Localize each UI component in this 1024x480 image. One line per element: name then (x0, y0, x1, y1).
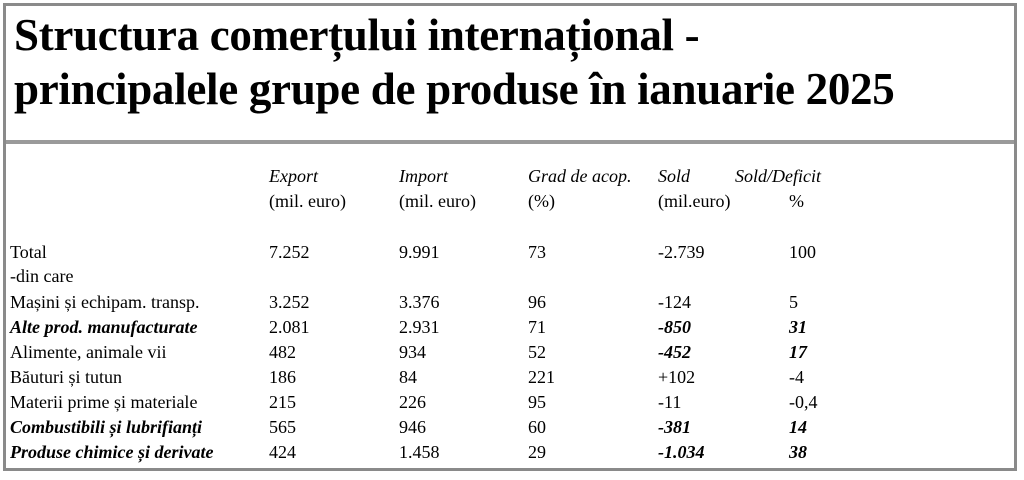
header-grad: Grad de acop. (528, 166, 632, 186)
cell-export: 186 (269, 367, 296, 387)
cell-export: 565 (269, 417, 296, 437)
header-export: Export (269, 166, 318, 186)
table-row (6, 390, 1006, 415)
cell-pct: 14 (789, 417, 807, 437)
row-label-din-care: -din care (10, 266, 74, 286)
table-row-total (6, 240, 1006, 265)
cell-sold: -11 (658, 392, 682, 412)
row-label: Mașini și echipam. transp. (10, 292, 200, 312)
cell-grad: 60 (528, 417, 546, 437)
cell-import: 226 (399, 392, 426, 412)
page-title (14, 8, 1014, 116)
table-row (6, 290, 1006, 315)
cell-pct: 31 (789, 317, 807, 337)
cell-pct: -4 (789, 367, 804, 387)
cell-grad: 29 (528, 442, 546, 462)
cell-import: 9.991 (399, 242, 440, 262)
cell-grad: 71 (528, 317, 546, 337)
unit-sold: (mil.euro) (658, 191, 731, 211)
cell-pct: 17 (789, 342, 807, 362)
cell-export: 3.252 (269, 292, 310, 312)
cell-pct: 100 (789, 242, 816, 262)
cell-grad: 221 (528, 367, 555, 387)
cell-sold: -2.739 (658, 242, 705, 262)
table-row (6, 415, 1006, 440)
cell-grad: 52 (528, 342, 546, 362)
document-frame (3, 3, 1017, 471)
cell-export: 7.252 (269, 242, 310, 262)
cell-import: 946 (399, 417, 426, 437)
table-row (6, 340, 1006, 365)
cell-import: 1.458 (399, 442, 440, 462)
cell-pct: -0,4 (789, 392, 818, 412)
cell-pct: 5 (789, 292, 798, 312)
header-sold: Sold (658, 166, 691, 186)
row-label: Materii prime și materiale (10, 392, 198, 412)
cell-export: 2.081 (269, 317, 310, 337)
cell-export: 424 (269, 442, 296, 462)
cell-grad: 95 (528, 392, 546, 412)
cell-grad: 96 (528, 292, 546, 312)
row-label: Alte prod. manufacturate (10, 317, 198, 337)
row-label: Alimente, animale vii (10, 342, 167, 362)
row-label: Total (10, 242, 47, 262)
table-row (6, 365, 1006, 390)
cell-sold: -381 (658, 417, 691, 437)
row-label: Produse chimice și derivate (10, 442, 214, 462)
cell-export: 215 (269, 392, 296, 412)
header-import: Import (399, 166, 448, 186)
cell-sold: -452 (658, 342, 691, 362)
cell-export: 482 (269, 342, 296, 362)
cell-sold: -850 (658, 317, 691, 337)
unit-pct: % (789, 191, 804, 211)
unit-grad: (%) (528, 191, 555, 211)
unit-export: (mil. euro) (269, 191, 346, 211)
cell-import: 934 (399, 342, 426, 362)
cell-import: 84 (399, 367, 417, 387)
table-row (6, 315, 1006, 340)
row-label: Băuturi și tutun (10, 367, 122, 387)
cell-sold: -1.034 (658, 442, 705, 462)
table-row-din-care (6, 264, 1006, 289)
title-divider (6, 140, 1014, 144)
cell-import: 2.931 (399, 317, 440, 337)
title-line-1: Structura comerțului internațional - (14, 10, 700, 60)
row-label: Combustibili și lubrifianți (10, 417, 203, 437)
table-row (6, 440, 1006, 465)
cell-sold: -124 (658, 292, 691, 312)
cell-pct: 38 (789, 442, 807, 462)
unit-import: (mil. euro) (399, 191, 476, 211)
title-line-2: principalele grupe de produse în ianuarie 2025 (14, 64, 895, 114)
cell-grad: 73 (528, 242, 546, 262)
cell-sold: +102 (658, 367, 696, 387)
header-sold-deficit: Sold/Deficit (735, 166, 821, 186)
cell-import: 3.376 (399, 292, 440, 312)
